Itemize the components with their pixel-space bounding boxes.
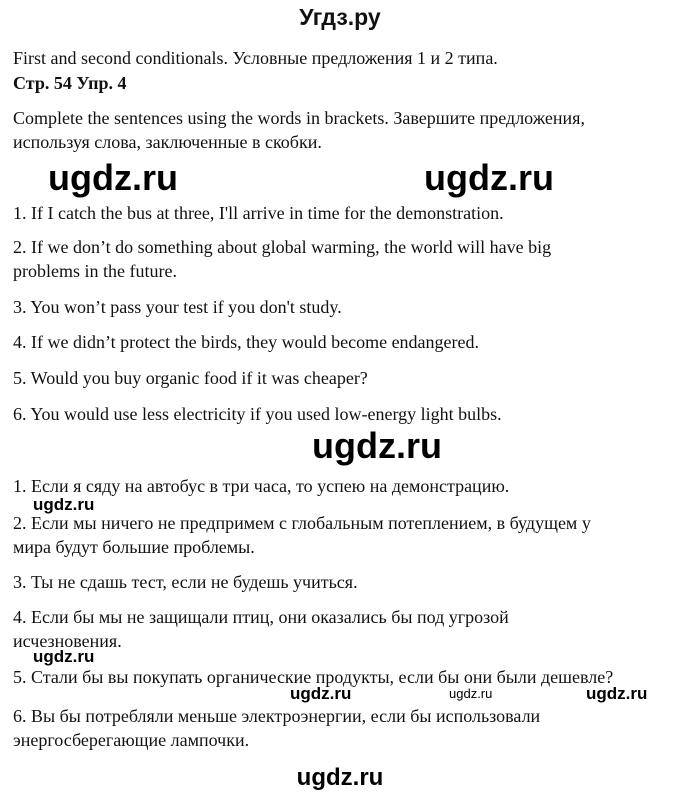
english-answer-2-line-1: 2. If we don’t do something about global warming, the world will have big [13,237,552,257]
watermark: ugdz.ru [586,684,648,703]
lesson-topic: First and second conditionals. Условные предложения 1 и 2 типа. [13,48,498,68]
watermark: ugdz.ru [312,425,442,466]
instruction-line-1: Complete the sentences using the words in brackets. Завершите предложения, [13,108,585,128]
russian-translation-3: 3. Ты не сдашь тест, если не будешь учиться. [13,572,358,592]
russian-translation-4-line-1: 4. Если бы мы не защищали птиц, они оказались бы под угрозой [13,607,509,627]
watermark: ugdz.ru [48,157,178,198]
english-answer-3: 3. You won’t pass your test if you don't study. [13,297,342,317]
watermark: ugdz.ru [290,684,352,703]
watermark: ugdz.ru [33,647,95,666]
watermark-footer [0,764,680,792]
english-answer-4: 4. If we didn’t protect the birds, they would become endangered. [13,332,480,352]
russian-translation-2-line-1: 2. Если мы ничего не предпримем с глобальным потеплением, в будущем у [13,513,591,533]
russian-translation-4-line-2: исчезновения. [13,631,122,651]
russian-translation-1: 1. Если я сяду на автобус в три часа, то успею на демонстрацию. [13,476,510,496]
page-exercise-reference: Стр. 54 Упр. 4 [13,73,127,93]
english-answer-1: 1. If I catch the bus at three, I'll arrive in time for the demonstration. [13,203,504,223]
watermark: ugdz.ru [296,764,384,791]
watermark: ugdz.ru [449,686,493,701]
site-title: Угдз.ру [299,4,381,30]
english-answer-5: 5. Would you buy organic food if it was cheaper? [13,368,368,388]
watermark: ugdz.ru [424,157,554,198]
russian-translation-5: 5. Стали бы вы покупать органические продукты, если бы они были дешевле? [13,667,614,687]
english-answer-2-line-2: problems in the future. [13,261,177,281]
instruction-line-2: используя слова, заключенные в скобки. [13,132,322,152]
russian-translation-6-line-1: 6. Вы бы потребляли меньше электроэнергии, если бы использовали [13,706,541,726]
watermark: ugdz.ru [33,495,95,514]
russian-translation-2-line-2: мира будут большие проблемы. [13,537,255,557]
russian-translation-6-line-2: энергосберегающие лампочки. [13,730,250,750]
english-answer-6: 6. You would use less electricity if you used low-energy light bulbs. [13,404,502,424]
